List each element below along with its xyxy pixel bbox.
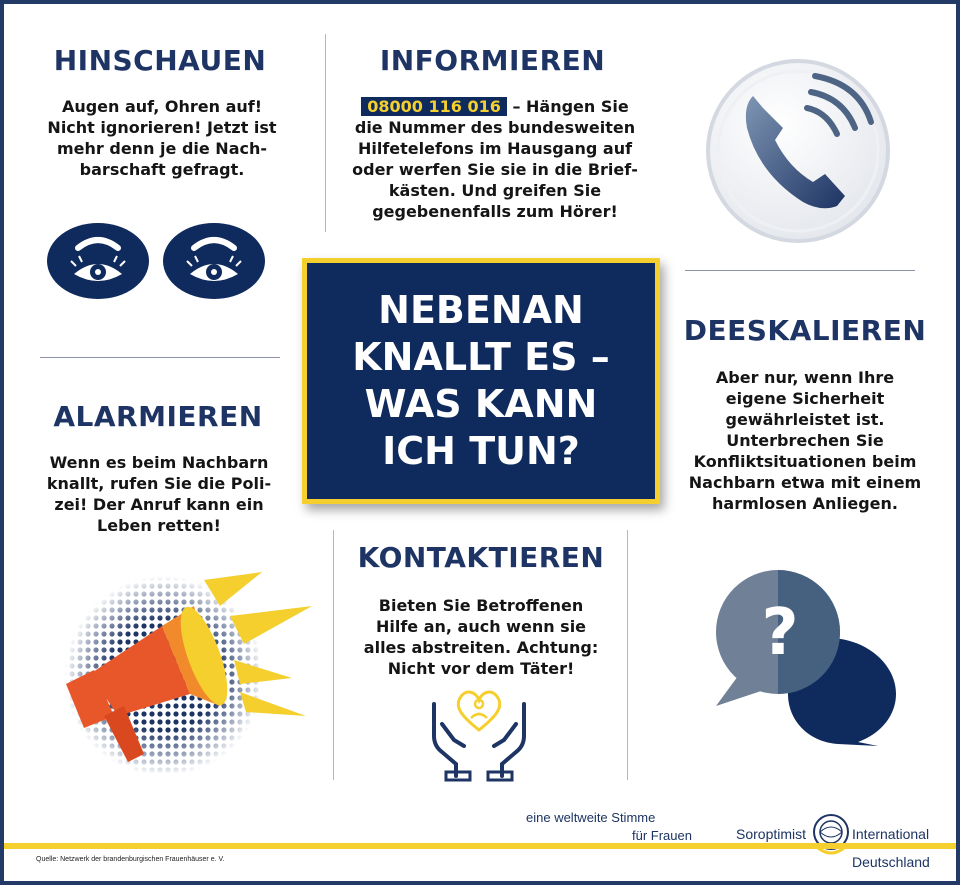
phone-icon xyxy=(703,56,893,246)
informieren-text-block xyxy=(352,96,638,222)
soroptimist-logo xyxy=(812,812,850,856)
eye-icon xyxy=(162,222,266,300)
alarmieren-heading: ALARMIEREN xyxy=(53,400,263,433)
divider-top xyxy=(325,34,326,232)
megaphone-icon xyxy=(44,566,314,776)
alarmieren-text: Wenn es beim Nachbarn knallt, rufen Sie die Polizei! Der Anruf kann ein Leben retten! xyxy=(46,453,272,535)
main-title: NEBENAN KNALLT ES – WAS KANN ICH TUN? xyxy=(352,288,610,473)
tagline-line1: eine weltweite Stimme xyxy=(526,810,656,825)
divider-bottom-right xyxy=(627,530,628,780)
svg-text:?: ? xyxy=(761,596,799,670)
helpline-number: 08000 116 016 xyxy=(361,97,507,116)
main-title-box xyxy=(302,258,660,504)
footer-stripe xyxy=(4,843,956,849)
divider-left xyxy=(40,357,280,358)
kontaktieren-text: Bieten Sie Betroffenen Hilfe an, auch wenn sie alles abstreiten. Achtung: Nicht vor dem Täter! xyxy=(363,596,599,678)
hinschauen-text: Augen auf, Ohren auf! Nicht ignorieren! Jetzt ist mehr denn je die Nachbarschaft gefragt. xyxy=(47,97,277,179)
kontaktieren-heading: KONTAKTIEREN xyxy=(357,541,605,574)
deeskalieren-heading: DEESKALIEREN xyxy=(683,314,927,347)
eye-icon xyxy=(46,222,150,300)
brand-international: International xyxy=(852,826,930,842)
brand-country: Deutschland xyxy=(852,854,930,870)
tagline-line2: für Frauen xyxy=(632,828,692,843)
informieren-text: – Hängen Sie die Nummer des bundesweiten Hilfetelefons im Hausgang auf oder werfen Sie sie in die Briefkästen. Und greifen Sie gegebenenfalls zum Hörer! xyxy=(352,97,638,221)
hinschauen-heading: HINSCHAUEN xyxy=(53,44,267,77)
divider-right xyxy=(685,270,915,271)
deeskalieren-text: Aber nur, wenn Ihre eigene Sicherheit gewährleistet ist. Unterbrechen Sie Konfliktsituationen beim Nachbarn etwa mit einem harmlosen Anliegen. xyxy=(688,368,922,513)
heart-hands-icon xyxy=(424,684,534,784)
chat-question-icon xyxy=(708,566,908,746)
informieren-heading: INFORMIEREN xyxy=(379,44,606,77)
brand-soroptimist: Soroptimist xyxy=(736,826,807,842)
divider-bottom-left xyxy=(333,530,334,780)
source-note: Quelle: Netzwerk der brandenburgischen Frauenhäuser e. V. xyxy=(36,856,225,863)
